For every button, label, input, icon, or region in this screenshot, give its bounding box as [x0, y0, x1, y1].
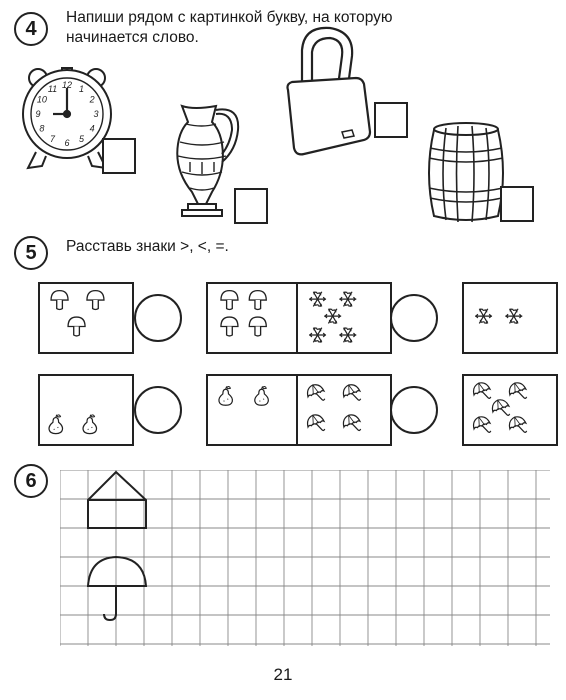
- house-icon: [88, 472, 146, 528]
- clock-number: 3: [93, 109, 99, 119]
- clock-number: 12: [61, 80, 73, 90]
- umbrella-icon: [88, 557, 146, 620]
- clock-number: 8: [39, 123, 45, 134]
- instruction-line: Напиши рядом с картинкой букву, на которую: [66, 9, 393, 26]
- picture-card-mushrooms: [206, 282, 302, 354]
- answer-box[interactable]: [374, 102, 408, 138]
- clock-number: 5: [78, 134, 85, 145]
- drawing-grid[interactable]: [60, 470, 550, 646]
- clock-number: 10: [36, 94, 47, 105]
- task-number-badge: 6: [14, 464, 48, 498]
- picture-card-mushrooms: [38, 282, 134, 354]
- answer-box[interactable]: [102, 138, 136, 174]
- task-number-badge: 4: [14, 12, 48, 46]
- clock-number: 11: [47, 83, 58, 94]
- picture-card-pears: [206, 374, 302, 446]
- answer-box[interactable]: [234, 188, 268, 224]
- picture-card-umbrellas: [462, 374, 558, 446]
- comparison-circle[interactable]: [134, 386, 182, 434]
- clock-number: 6: [64, 138, 70, 148]
- instruction-line: начинается слово.: [66, 29, 199, 46]
- barrel-icon: [420, 118, 512, 228]
- padlock-icon: [282, 20, 374, 160]
- task-number-badge: 5: [14, 236, 48, 270]
- picture-card-snowflakes: [296, 282, 392, 354]
- clock-number: 4: [89, 123, 95, 134]
- clock-number: 9: [35, 109, 41, 119]
- comparison-circle[interactable]: [390, 294, 438, 342]
- clock-number: 2: [89, 94, 95, 105]
- picture-card-snowflakes: [462, 282, 558, 354]
- picture-card-pears: [38, 374, 134, 446]
- clock-number: 1: [78, 83, 85, 94]
- comparison-circle[interactable]: [390, 386, 438, 434]
- picture-card-umbrellas: [296, 374, 392, 446]
- clock-number: 7: [49, 134, 56, 145]
- page-number: 21: [273, 665, 293, 684]
- task-instruction: Расставь знаки >, <, =.: [66, 238, 229, 255]
- answer-box[interactable]: [500, 186, 534, 222]
- comparison-circle[interactable]: [134, 294, 182, 342]
